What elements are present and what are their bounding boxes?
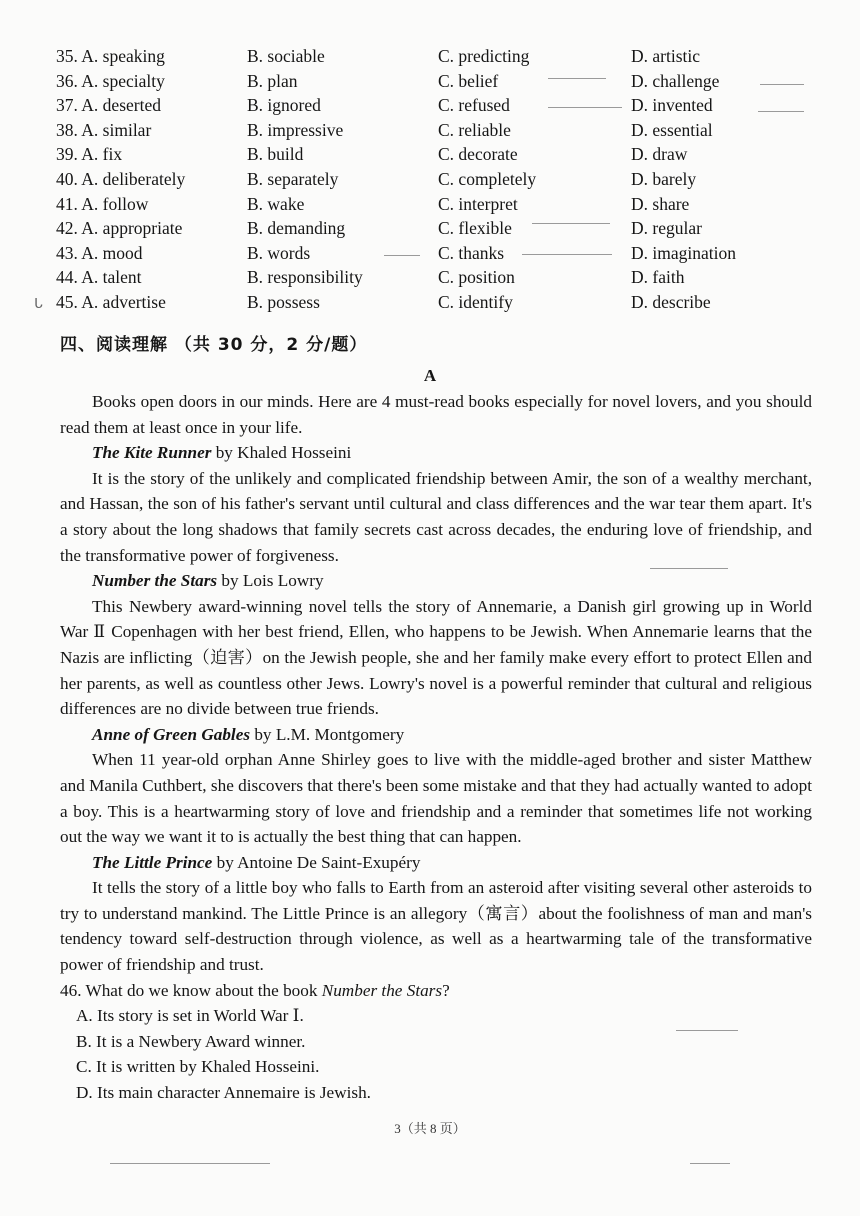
- option-d: D. describe: [631, 291, 711, 312]
- option-c: C. interpret: [438, 193, 518, 214]
- option-c: C. identify: [438, 291, 513, 312]
- book-heading: [60, 850, 812, 876]
- option-b: B. words: [247, 242, 311, 263]
- answer-choice-c: C. It is written by Khaled Hosseini.: [76, 1057, 320, 1077]
- option-a: 43. A. mood: [56, 242, 143, 263]
- answer-choice-d: D. Its main character Annemaire is Jewish.: [76, 1083, 371, 1103]
- option-row: [56, 167, 816, 192]
- scan-artifact-line: [548, 107, 622, 108]
- scan-artifact-line: [548, 78, 606, 79]
- option-d: D. challenge: [631, 70, 720, 91]
- book-author: by Antoine De Saint-Exupéry: [212, 852, 421, 872]
- scan-artifact-line: [650, 568, 728, 569]
- book-description: This Newbery award-winning novel tells the story of Annemarie, a Danish girl growing up in World War Ⅱ Copenhagen with her best friend, Ellen, who happens to be Jewish. When Annemarie learns that the Nazis are inflicting（迫害）on the Jewish people, she and her family make every effort to protect Ellen and her parents, as well as countless other Jews. Lowry's novel is a powerful reminder that cultural and religious differences are no divide between true friends.: [60, 596, 812, 719]
- option-b: B. wake: [247, 193, 305, 214]
- book-description: It tells the story of a little boy who falls to Earth from an asteroid after visiting several other asteroids to try to understand mankind. The Little Prince is an allegory（寓言）about the foolishness of man and man's tendency toward self-destruction through violence, as well as a heartwarming tale of the transformative power of friendship and trust.: [60, 878, 812, 975]
- option-d: D. invented: [631, 95, 713, 116]
- option-row: [56, 44, 816, 69]
- option-b: B. separately: [247, 168, 339, 189]
- book-heading: [60, 722, 812, 748]
- option-row: [56, 216, 816, 241]
- option-c: C. predicting: [438, 46, 530, 66]
- option-d: D. barely: [631, 168, 697, 189]
- option-row: [56, 142, 816, 167]
- option-d: D. regular: [631, 218, 702, 239]
- option-a: 45. A. advertise: [56, 291, 166, 312]
- option-row: [56, 265, 816, 290]
- question-stem-suffix: ?: [442, 980, 450, 1000]
- scan-artifact-line: [690, 1163, 730, 1164]
- option-b: B. responsibility: [247, 267, 363, 288]
- book-description: When 11 year-old orphan Anne Shirley goes to live with the middle-aged brother and sister Matthew and Manila Cuthbert, she discovers that there's been some mistake and that they had actually wanted to adopt a boy. This is a heartwarming story of love and friendship and a reminder that sometimes life not working out the way we want it to is actually the best thing that can happen.: [60, 750, 812, 847]
- cloze-options-grid: [56, 44, 816, 315]
- option-c: C. reliable: [438, 119, 511, 140]
- passage-label: A: [423, 366, 437, 385]
- scan-artifact-line: [758, 111, 804, 112]
- book-title: The Little Prince: [92, 852, 213, 872]
- passage-body: [60, 389, 812, 1106]
- option-c: C. flexible: [438, 218, 512, 239]
- scan-artifact-line: [532, 223, 610, 224]
- option-d: D. essential: [631, 119, 713, 140]
- answer-choice-a: A. Its story is set in World War Ⅰ.: [76, 1006, 304, 1026]
- scan-artifact-line: [384, 255, 420, 256]
- option-b: B. ignored: [247, 95, 321, 116]
- option-b: B. sociable: [247, 46, 325, 66]
- option-a: 42. A. appropriate: [56, 218, 183, 239]
- option-c: C. belief: [438, 70, 499, 91]
- option-a: 39. A. fix: [56, 144, 123, 165]
- question-stem-title: Number the Stars: [321, 980, 443, 1000]
- option-d: D. artistic: [631, 46, 701, 66]
- book-heading: [60, 440, 812, 466]
- scan-artifact-line: [110, 1163, 270, 1164]
- option-row: [56, 192, 816, 217]
- book-author: by Khaled Hosseini: [211, 443, 352, 463]
- scan-artifact-line: [760, 84, 804, 85]
- option-a: 37. A. deserted: [56, 95, 161, 116]
- option-row: [56, 93, 816, 118]
- scan-artifact-line: [676, 1030, 738, 1031]
- option-d: D. faith: [631, 267, 685, 288]
- option-a: 36. A. specialty: [56, 70, 165, 91]
- option-row: [56, 290, 816, 315]
- question-stem: [60, 978, 812, 1004]
- book-title: Anne of Green Gables: [92, 724, 251, 744]
- option-c: C. thanks: [438, 242, 505, 263]
- scan-artifact-line: [522, 254, 612, 255]
- margin-mark: ᒐ: [34, 297, 43, 312]
- option-c: C. decorate: [438, 144, 518, 165]
- option-b: B. plan: [247, 70, 298, 91]
- passage-intro: Books open doors in our minds. Here are 4 must-read books especially for novel lovers, and you should read them at least once in your life.: [60, 392, 812, 437]
- option-a: 38. A. similar: [56, 119, 152, 140]
- option-b: B. impressive: [247, 119, 344, 140]
- option-b: B. demanding: [247, 218, 346, 239]
- book-description: It is the story of the unlikely and complicated friendship between Amir, the son of a wealthy merchant, and Hassan, the son of his father's servant until cultural and class differences and the war tear them apart. It's a story about the long shadows that family secrets cast across decades, the enduring love of friendship, and the transformative power of forgiveness.: [60, 468, 812, 565]
- book-heading: [60, 568, 812, 594]
- option-row: [56, 69, 816, 94]
- option-b: B. possess: [247, 291, 320, 312]
- option-row: [56, 241, 816, 266]
- option-c: C. completely: [438, 168, 537, 189]
- book-title: Number the Stars: [92, 571, 218, 591]
- section-title: 四、阅读理解 （共 30 分，2 分/题）: [60, 335, 368, 355]
- option-c: C. position: [438, 267, 515, 288]
- book-title: The Kite Runner: [92, 443, 212, 463]
- book-author: by Lois Lowry: [217, 571, 324, 591]
- option-a: 44. A. talent: [56, 267, 142, 288]
- option-a: 40. A. deliberately: [56, 168, 186, 189]
- option-row: [56, 118, 816, 143]
- answer-choice-b: B. It is a Newbery Award winner.: [76, 1031, 306, 1051]
- option-d: D. share: [631, 193, 690, 214]
- option-a: 41. A. follow: [56, 193, 149, 214]
- option-d: D. draw: [631, 144, 688, 165]
- page-number: 3（共 8 页）: [394, 1121, 466, 1136]
- option-b: B. build: [247, 144, 304, 165]
- book-author: by L.M. Montgomery: [250, 724, 405, 744]
- option-c: C. refused: [438, 95, 510, 116]
- option-a: 35. A. speaking: [56, 46, 165, 66]
- option-d: D. imagination: [631, 242, 736, 263]
- question-stem-prefix: 46. What do we know about the book: [60, 980, 322, 1000]
